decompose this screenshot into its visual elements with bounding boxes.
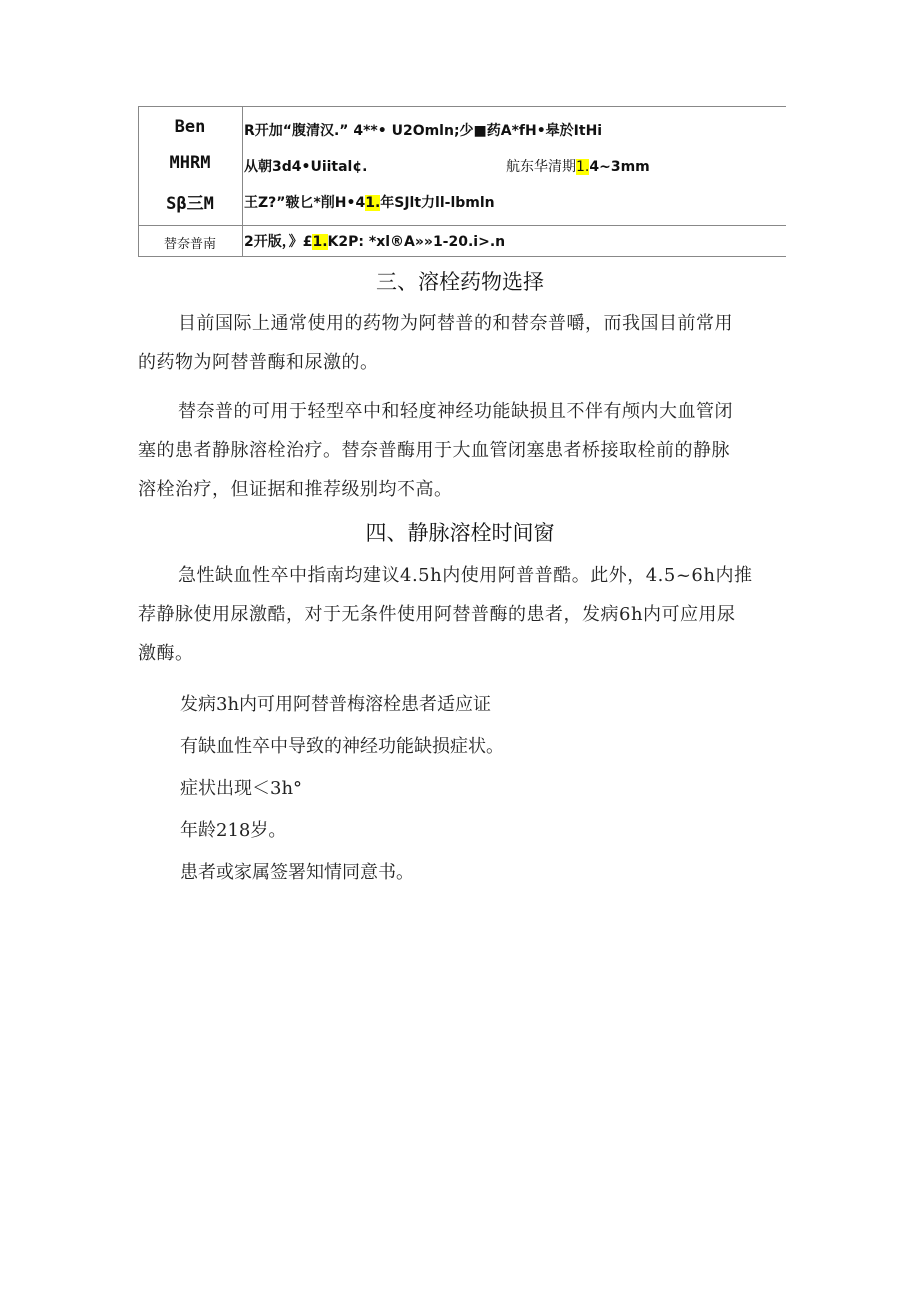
drug-table <box>138 106 786 257</box>
list-item: 发病3h内可用阿替普梅溶栓患者适应证 <box>180 694 492 715</box>
list-item: 症状出现＜3h° <box>180 778 303 799</box>
section-heading: 三、溶栓药物选择 <box>376 270 544 294</box>
highlight: 1. <box>365 195 381 211</box>
list-item: 患者或家属签署知情同意书。 <box>180 862 414 883</box>
table-cell-text: 王Z?”皲匕*削H•4 <box>244 195 366 211</box>
table-cell-text: K2P: *xl®A»»1-20.i>.n <box>327 234 506 250</box>
table-cell-left: 替奈普南 <box>163 237 216 252</box>
section-heading: 四、静脉溶栓时间窗 <box>365 521 555 545</box>
table-cell-right <box>244 156 784 176</box>
list-item: 年龄218岁。 <box>180 820 287 841</box>
table-cell-left: Sβ三M <box>166 194 214 214</box>
paragraph: 目前国际上通常使用的药物为阿替普的和替奈普嚼，而我国目前常用 的药物为阿替普酶和尿激的。 <box>138 313 733 373</box>
table-column-divider <box>242 107 243 256</box>
paragraph: 急性缺血性卒中指南均建议4.5h内使用阿普普酷。此外，4.5~6h内推 荐静脉使用尿激酷，对于无条件使用阿替普酶的患者，发病6h内可应用尿 激酶。 <box>138 565 753 664</box>
paragraph: 替奈普的可用于轻型卒中和轻度神经功能缺损且不伴有颅内大血管闭 塞的患者静脉溶栓治疗。替奈普酶用于大血管闭塞患者桥接取栓前的静脉 溶栓治疗，但证据和推荐级别均不高。 <box>138 401 733 500</box>
table-cell-left: MHRM <box>169 153 211 173</box>
table-cell-left: Ben <box>174 117 206 137</box>
list-item: 有缺血性卒中导致的神经功能缺损症状。 <box>180 736 504 757</box>
table-cell-text-right: 航东华清期1.4~3mm <box>506 159 650 175</box>
table-cell-right <box>244 231 505 251</box>
table-row-divider <box>138 225 786 226</box>
highlight: 1. <box>312 234 328 250</box>
table-cell-text: 从朝3d4•Uiital¢. <box>244 159 368 175</box>
table-cell-text: 年SJlt力ll-lbmln <box>380 195 495 211</box>
table-cell-right <box>244 192 495 212</box>
table-cell-text: R开加“腹清汉.” 4**• U2Omln;少■药A*fH•皋於ItHi <box>244 123 603 139</box>
table-cell-text: 2开版，》£ <box>244 234 313 250</box>
table-cell-right <box>244 120 602 140</box>
